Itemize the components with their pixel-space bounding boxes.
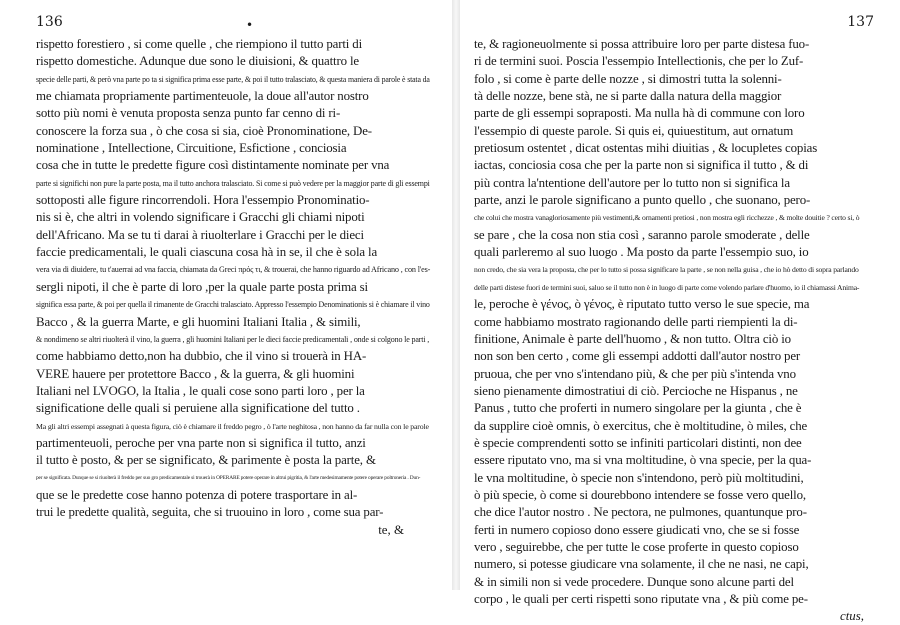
text-line: cosa che in tutte le predette figure così distintamente nominate per vna <box>36 158 390 173</box>
left-folio-row <box>36 14 444 36</box>
text-line: te, & ragioneuolmente si possa attribuire loro per parte distesa fuo- <box>474 37 810 51</box>
text-line: sottoposti alle figure rincorrendoli. Hora l'essempio Pronominatio- <box>36 193 370 208</box>
text-line: ri de termini suoi. Poscia l'essempio Intellectionis, che per lo Zuf- <box>474 54 804 69</box>
text-line: significatione delle quali si peruiene alla significatione del tutto . <box>36 401 360 416</box>
text-line: trui le predette qualità, seguita, che si truouino in loro , come sua par- <box>36 505 384 520</box>
text-line: conoscere la forza sua , ò che cosa si sia, cioè Pronominatione, De- <box>36 123 372 138</box>
left-page-number: 136 <box>36 14 63 30</box>
text-line: tà delle nozze, bene stà, ne si parte dalla natura della maggior <box>474 89 782 104</box>
text-line: quali parleremo al suo luogo . Ma posto da parte l'essempio suo, io <box>474 245 809 260</box>
text-line: corpo , le quali per certi rispetti sono riputate vna , & più come pe- <box>474 592 808 606</box>
text-line: non son ben certo , come gli essempi addotti dall'autor nostro per <box>474 349 801 364</box>
left-page-mark: • <box>246 18 254 32</box>
text-line: vera via di diuidere, tu t'auerrai ad vna faccia, chiamata da Greci πρός τι, & trouerai, che hanno riguardo ad Africano , con l'es- <box>36 265 431 275</box>
text-line: & in simili non si vede procedere. Dunque sono alcune parti del <box>474 574 794 589</box>
text-line: è specie comprendenti sotto se infiniti particolari distinti, non dee <box>474 435 802 450</box>
text-line: non credo, che sia vera la proposta, che per lo tutto si possa significare la parte , se non nella guisa , che io hò detto di sopra parlando <box>474 265 859 275</box>
text-line: parte, anzi le parole significano a punto quello , che suonano, pero- <box>474 193 811 208</box>
text-line: pretiosum ostentet , dicat ostentas mihi diuitias , & locupletes copias <box>474 141 818 156</box>
text-line: se pare , che la cosa non stia così , saranno parole smoderate , delle <box>474 227 810 242</box>
text-line: da supplire cioè omnis, ò exercitus, che è moltitudine, ò miles, che <box>474 418 808 433</box>
left-page <box>8 14 450 580</box>
text-line: dell'Africano. Ma se tu ti darai à riuolterlare i Gracchi per le dieci <box>36 227 364 242</box>
left-catchword: te, & <box>378 522 404 537</box>
right-page <box>462 14 892 624</box>
text-line: VERE hauere per protettore Bacco , & la guerra, & gli huomini <box>36 366 355 381</box>
text-line: per se significata. Dunque se si riuolterà il freddo per suo gro predicamentale si trouerà in OPERARE potere operare in altrui pigritia, & l'arte medesimamente potere operare poltroneria . Dun- <box>36 474 421 481</box>
text-line: delle parti distese fuori de termini suoi, saluo se il tutto non è in luogo di parte come volendo parlare d'huomo, io il chiamassi Anima- <box>474 282 860 292</box>
text-line: iactas, conciosia cosa che per la parte non si significa il tutto , & di <box>474 158 809 173</box>
right-catchword: ctus, <box>840 609 864 624</box>
text-line: Panus , tutto che proferti in numero singolare per la giunta , che è <box>474 401 802 416</box>
text-line: sergli nipoti, il che è parte di loro ,per la quale parte posta prima si <box>36 279 368 294</box>
text-line: nominatione , Intellectione, Circuitione, Esfictione , conciosia <box>36 141 347 156</box>
text-line: parte si significhi non pure la parte posta, ma il tutto anchora tralasciato. Si come si può vedere per la maggior parte di gli essempi <box>36 178 430 188</box>
text-line: que se le predette cose hanno potenza di potere trasportare in al- <box>36 487 358 502</box>
text-line: rispetto domestiche. Adunque due sono le diuisioni, & quattro le <box>36 54 360 69</box>
text-line: me chiamata propriamente partimenteuole, la doue all'autor nostro <box>36 89 369 104</box>
text-line: come habbiamo mostrato ragionando delle parti riempienti la di- <box>474 314 798 329</box>
right-page-number: 137 <box>847 14 874 30</box>
text-line: Ma gli altri essempi assegnati à questa figura, ciò è chiamare il freddo pegro , ò l'arte neghitosa , non hanno da far nulla con le parole <box>36 421 429 431</box>
text-line: nis si è, che altri in volendo significare i Gracchi gli chiami nipoti <box>36 210 365 225</box>
text-line: finitione, Animale è parte dell'huomo , & non tutto. Oltra ciò io <box>474 331 791 346</box>
text-line: ferti in numero copioso dono essere giudicati vno, che se si fosse <box>474 522 800 537</box>
text-line: pruoua, che per vno s'intendano più, & che per più s'intenda vno <box>474 366 796 381</box>
text-line: che dice l'autor nostro . Ne pectora, ne pulmones, quantunque pro- <box>474 505 807 520</box>
text-line: essere riputato vno, ma si vna moltitudine, ò vna specie, per la qua- <box>474 453 812 468</box>
text-line: sotto più nomi è venuta proposta senza punto far cenno di ri- <box>36 106 341 121</box>
text-line: le vna moltitudine, ò specie non s'intendono, però più moltitudini, <box>474 470 804 485</box>
text-line: specie delle parti, & però vna parte po ta si significa prima esse parte, & poi il tutto tralasciato, & questa maniera di parole è stata da <box>36 74 430 84</box>
text-line: come habbiamo detto,non ha dubbio, che il vino si trouerà in HA- <box>36 349 367 364</box>
text-line: folo , si come è parte delle nozze , si dimostri tutta la solenni- <box>474 71 782 86</box>
text-line: faccie predicamentali, le quali ciascuna cosa hà in se, il che è sola la <box>36 245 378 260</box>
text-line: partimenteuoli, peroche per vna parte non si significa il tutto, anzi <box>36 435 366 450</box>
right-text-block <box>474 36 874 608</box>
text-line: l'essempio di queste parole. Si quis ei, quiuestitum, aut ornatum <box>474 123 794 138</box>
text-line: significa essa parte, & poi per quella il rimanente de Gracchi tralasciato. Appresso l'essempio Denominationis si è chiamare il vino <box>36 300 430 310</box>
text-line: che colui che mostra vanagloriosamente più vestimenti,& ornamenti pretiosi , non mostra egli ricchezze , & molte douitie ? certo si, ò <box>474 213 860 223</box>
text-line: parte de gli essempi sopraposti. Ma nulla hà di commune con loro <box>474 106 805 121</box>
text-line: ò più specie, ò come si dourebbono intendere se fosse vero quello, <box>474 487 806 502</box>
right-folio-row <box>474 14 874 36</box>
text-line: Bacco , & la guerra Marte, e gli huomini Italiani Italia , & simili, <box>36 314 361 329</box>
text-line: Italiani nel LVOGO, la Italia , le quali cose sono parti loro , per la <box>36 383 365 398</box>
text-line: rispetto forestiero , si come quelle , che riempiono il tutto parti di <box>36 37 363 51</box>
left-text-block <box>36 36 444 522</box>
text-line: & nondimeno se altri riuolterà il vino, la guerra , gli huomini Italiani per le dieci faccie predicamentali , onde si colgono le parti , <box>36 334 430 344</box>
text-line: il tutto è posto, & per se significato, & parimente è posta la parte, & <box>36 453 376 468</box>
text-line: più contra la'ntentione dell'autore per lo tutto non si significa la <box>474 175 790 190</box>
text-line: numero, si potesse giudicare vna solamente, il che ne nasi, ne capi, <box>474 557 809 572</box>
text-line: vero , seguirebbe, che per tutte le cose proferte in questo copioso <box>474 539 799 554</box>
text-line: sieno pienamente dimostratiui di ciò. Percioche ne Hispanus , ne <box>474 383 798 398</box>
page-gutter <box>452 0 460 590</box>
text-line: le, peroche è γένος, ò γένος, è riputato tutto verso le sue specie, ma <box>474 297 810 312</box>
